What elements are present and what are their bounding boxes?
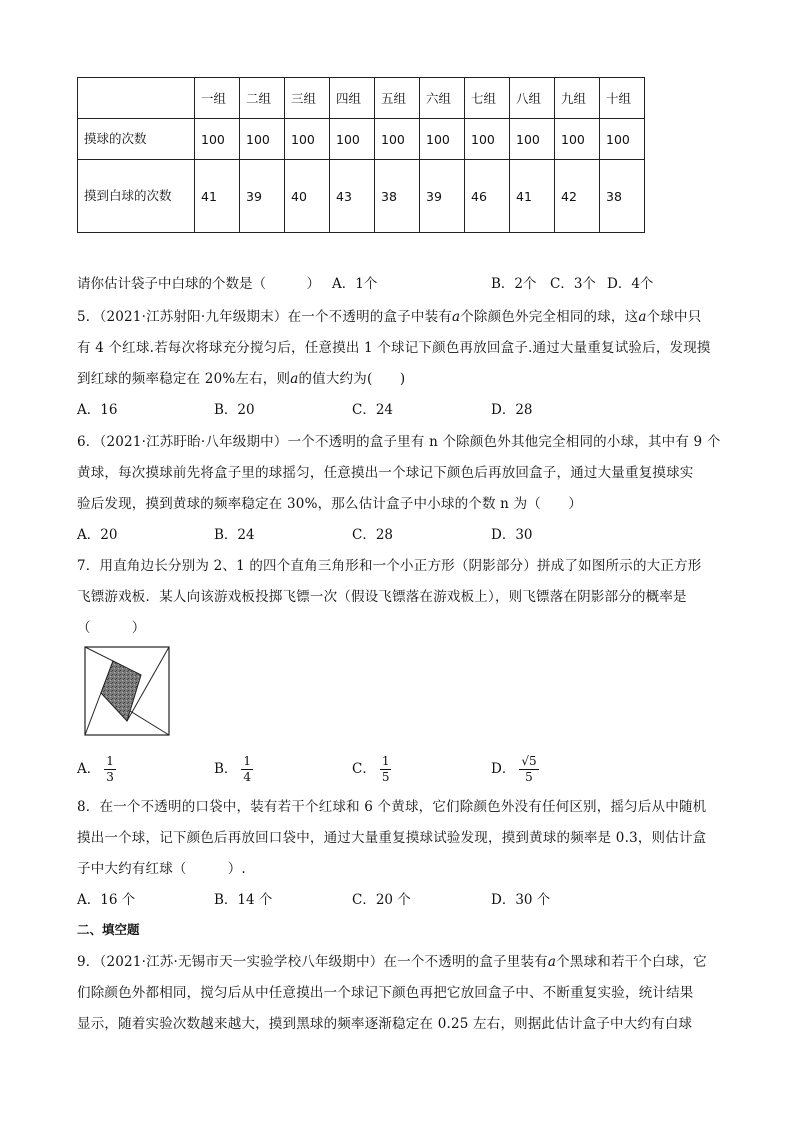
table-cell: 46: [465, 160, 510, 233]
table-row-label: 摸到白球的次数: [78, 160, 195, 233]
table-header-cell: 二组: [240, 78, 285, 119]
q4-option-b[interactable]: B．2个: [491, 276, 537, 292]
q7-option-a[interactable]: A． $\frac{1}{3}$: [77, 754, 114, 784]
table-cell: 100: [285, 119, 330, 160]
table-header-cell: 三组: [285, 78, 330, 119]
table-cell: 39: [420, 160, 465, 233]
table-header-cell: 八组: [510, 78, 555, 119]
q9-var-a: a: [547, 954, 557, 970]
q8-option-b[interactable]: B．14 个: [214, 892, 273, 908]
q8-line-1: 8．在一个不透明的口袋中，装有若干个红球和 6 个黄球，它们除颜色外没有任何区别，摇匀后从中随机: [77, 799, 707, 815]
table-row: [78, 119, 645, 160]
q9-line-2: 们除颜色外都相同，搅匀后从中任意摸出一个球记下颜色再把它放回盒子中、不断重复实验，统计结果: [77, 985, 694, 1001]
table-cell: 43: [330, 160, 375, 233]
table-cell: 100: [465, 119, 510, 160]
table-cell: 41: [195, 160, 240, 233]
q8-line-3: 子中大约有红球（ ）.: [77, 861, 246, 877]
q7-option-d[interactable]: D． $\frac{√5}{5}$: [491, 754, 537, 784]
q4-option-c[interactable]: C．3个: [550, 276, 596, 292]
q8-options: [77, 888, 717, 908]
q4-stem: 请你估计袋子中白球的个数是（ ）: [77, 276, 320, 292]
q5-line-3: 到红球的频率稳定在 20%左右，则a的值大约为( ): [77, 371, 406, 387]
q7-line-2: 飞镖游戏板．某人向该游戏板投掷飞镖一次（假设飞镖落在游戏板上），则飞镖落在阴影部分的概率是: [77, 589, 687, 605]
q5-line-1: 5．（2021·江苏射阳·九年级期末）在一个不透明的盒子中装有a个除颜色外完全相同的球，这a个球中只: [77, 309, 702, 325]
q5-option-c[interactable]: C．24: [352, 402, 394, 418]
q9-line-1: 9．（2021·江苏·无锡市天一实验学校八年级期中）在一个不透明的盒子里装有a个黑球和若干个白球，它: [77, 954, 707, 970]
q6-option-b[interactable]: B．24: [214, 527, 255, 543]
q7-option-b[interactable]: B． $\frac{1}{4}$: [214, 754, 252, 784]
q6-line-3: 验后发现，摸到黄球的频率稳定在 30%，那么估计盒子中小球的个数 n 为（ ）: [77, 496, 583, 512]
table-cell: 100: [555, 119, 600, 160]
q6-option-a[interactable]: A．20: [77, 527, 118, 543]
q7-options: [77, 752, 717, 786]
q5-option-a[interactable]: A．16: [77, 402, 118, 418]
q7-line-3: （ ）: [77, 620, 146, 636]
table-header-row: [78, 78, 645, 119]
q8-option-a[interactable]: A．16 个: [77, 892, 136, 908]
q8-option-d[interactable]: D．30 个: [491, 892, 551, 908]
q8-option-c[interactable]: C．20 个: [352, 892, 411, 908]
table-header-cell: 七组: [465, 78, 510, 119]
q5-options: [77, 398, 717, 418]
table-cell: 38: [375, 160, 420, 233]
table-cell: 100: [240, 119, 285, 160]
table-cell: 100: [600, 119, 645, 160]
table-cell: 42: [555, 160, 600, 233]
q6-line-1: 6．（2021·江苏盱眙·八年级期中）一个不透明的盒子里有 n 个除颜色外其他完全相同的小球，其中有 9 个: [77, 434, 721, 450]
table-header-cell: 五组: [375, 78, 420, 119]
table-cell: 40: [285, 160, 330, 233]
q6-option-d[interactable]: D．30: [491, 527, 533, 543]
q4-line: [77, 272, 717, 292]
table-cell: 100: [510, 119, 555, 160]
table-cell: 39: [240, 160, 285, 233]
q5-option-b[interactable]: B．20: [214, 402, 255, 418]
table-header-cell: 十组: [600, 78, 645, 119]
q4-option-d[interactable]: D．4个: [607, 276, 654, 292]
table-corner-cell: [78, 78, 195, 119]
q6-option-c[interactable]: C．28: [352, 527, 394, 543]
table-row: [78, 160, 645, 233]
table-cell: 41: [510, 160, 555, 233]
dartboard-figure: [84, 646, 170, 736]
experiment-table: [77, 77, 645, 233]
q5-line-2: 有 4 个红球.若每次将球充分搅匀后，任意摸出 1 个球记下颜色再放回盒子.通过大量重复试验后，发现摸: [77, 340, 711, 356]
q7-line-1: 7．用直角边长分别为 2、1 的四个直角三角形和一个小正方形（阴影部分）拼成了如图所示的大正方形: [77, 558, 702, 574]
q5-var-a: a: [451, 309, 461, 325]
table-header-cell: 六组: [420, 78, 465, 119]
q5-option-d[interactable]: D．28: [491, 402, 533, 418]
table-cell: 100: [195, 119, 240, 160]
table-cell: 100: [375, 119, 420, 160]
table-cell: 100: [330, 119, 375, 160]
q6-options: [77, 523, 717, 543]
q7-option-c[interactable]: C． $\frac{1}{5}$: [352, 754, 390, 784]
table-header-cell: 四组: [330, 78, 375, 119]
table-row-label: 摸球的次数: [78, 119, 195, 160]
q4-option-a[interactable]: A．1个: [332, 276, 378, 292]
q8-line-2: 摸出一个球，记下颜色后再放回口袋中，通过大量重复摸球试验发现，摸到黄球的频率是 0.3，则估计盒: [77, 830, 707, 846]
table-cell: 38: [600, 160, 645, 233]
q9-line-3: 显示，随着实验次数越来越大，摸到黑球的频率逐渐稳定在 0.25 左右，则据此估计盒子中大约有白球: [77, 1016, 693, 1032]
table-header-cell: 九组: [555, 78, 600, 119]
table-cell: 100: [420, 119, 465, 160]
table-header-cell: 一组: [195, 78, 240, 119]
section-heading-fill-in: 二、填空题: [77, 922, 140, 937]
q6-line-2: 黄球，每次摸球前先将盒子里的球摇匀，任意摸出一个球记下颜色后再放回盒子，通过大量重复摸球实: [77, 465, 694, 481]
